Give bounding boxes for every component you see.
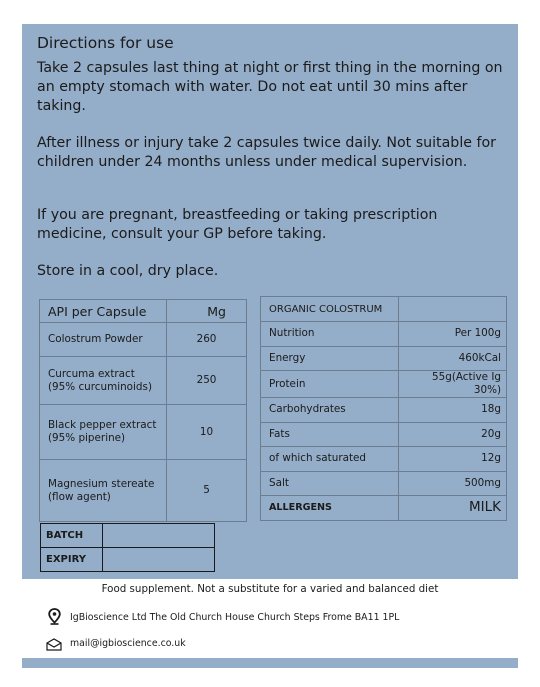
organic-row-value: 18g — [399, 398, 507, 423]
directions-paragraph-4: Store in a cool, dry place. — [37, 263, 219, 279]
allergens-label: ALLERGENS — [261, 496, 399, 521]
api-row-name: Colostrum Powder — [40, 323, 167, 357]
api-header-name: API per Capsule — [40, 300, 167, 323]
organic-row-value: 12g — [399, 447, 507, 472]
organic-row-label: Nutrition — [261, 322, 399, 347]
organic-row-value: 20g — [399, 422, 507, 447]
email-address[interactable]: mail@igbioscience.co.uk — [70, 638, 186, 649]
label-panel — [22, 24, 518, 579]
organic-row-label: Protein — [261, 371, 399, 398]
batch-label: BATCH — [41, 524, 103, 548]
organic-row-value: 55g(Active Ig 30%) — [399, 371, 507, 398]
organic-row-value: 460kCal — [399, 346, 507, 371]
api-header-mg: Mg — [167, 300, 247, 323]
organic-row-value: 500mg — [399, 471, 507, 496]
organic-row-value: Per 100g — [399, 322, 507, 347]
organic-row-label: Energy — [261, 346, 399, 371]
directions-paragraph-1: Take 2 capsules last thing at night or first thing in the morning on an empty stomach with water. Do not eat until 30 mins after taking. — [37, 60, 503, 114]
api-row-mg: 10 — [167, 405, 247, 460]
api-table — [39, 299, 247, 522]
company-address: IgBioscience Ltd The Old Church House Church Steps Frome BA11 1PL — [70, 612, 400, 623]
organic-row-label: Carbohydrates — [261, 398, 399, 423]
organic-row-label: of which saturated — [261, 447, 399, 472]
envelope-icon — [46, 636, 62, 655]
batch-expiry-box — [40, 523, 215, 572]
directions-paragraph-2: After illness or injury take 2 capsules twice daily. Not suitable for children under 24 months unless under medical supervision. — [37, 135, 497, 170]
organic-header-blank — [399, 297, 507, 322]
api-row-name: Curcuma extract (95% curcuminoids) — [40, 357, 167, 405]
expiry-label: EXPIRY — [41, 548, 103, 572]
organic-colostrum-table — [260, 296, 507, 521]
batch-value-field — [103, 524, 215, 548]
api-row-mg: 250 — [167, 357, 247, 405]
organic-header: ORGANIC COLOSTRUM — [261, 297, 399, 322]
organic-row-label: Salt — [261, 471, 399, 496]
api-row-mg: 5 — [167, 460, 247, 522]
directions-paragraph-3: If you are pregnant, breastfeeding or taking prescription medicine, consult your GP before taking. — [37, 207, 438, 242]
directions-title: Directions for use — [37, 34, 174, 52]
api-row-mg: 260 — [167, 323, 247, 357]
bottom-bar — [22, 658, 518, 668]
api-row-name: Magnesium stereate (flow agent) — [40, 460, 167, 522]
food-supplement-note: Food supplement. Not a substitute for a varied and balanced diet — [101, 583, 439, 595]
organic-row-label: Fats — [261, 422, 399, 447]
expiry-value-field — [103, 548, 215, 572]
allergens-value: MILK — [399, 496, 507, 521]
api-row-name: Black pepper extract (95% piperine) — [40, 405, 167, 460]
location-pin-icon — [48, 608, 61, 629]
